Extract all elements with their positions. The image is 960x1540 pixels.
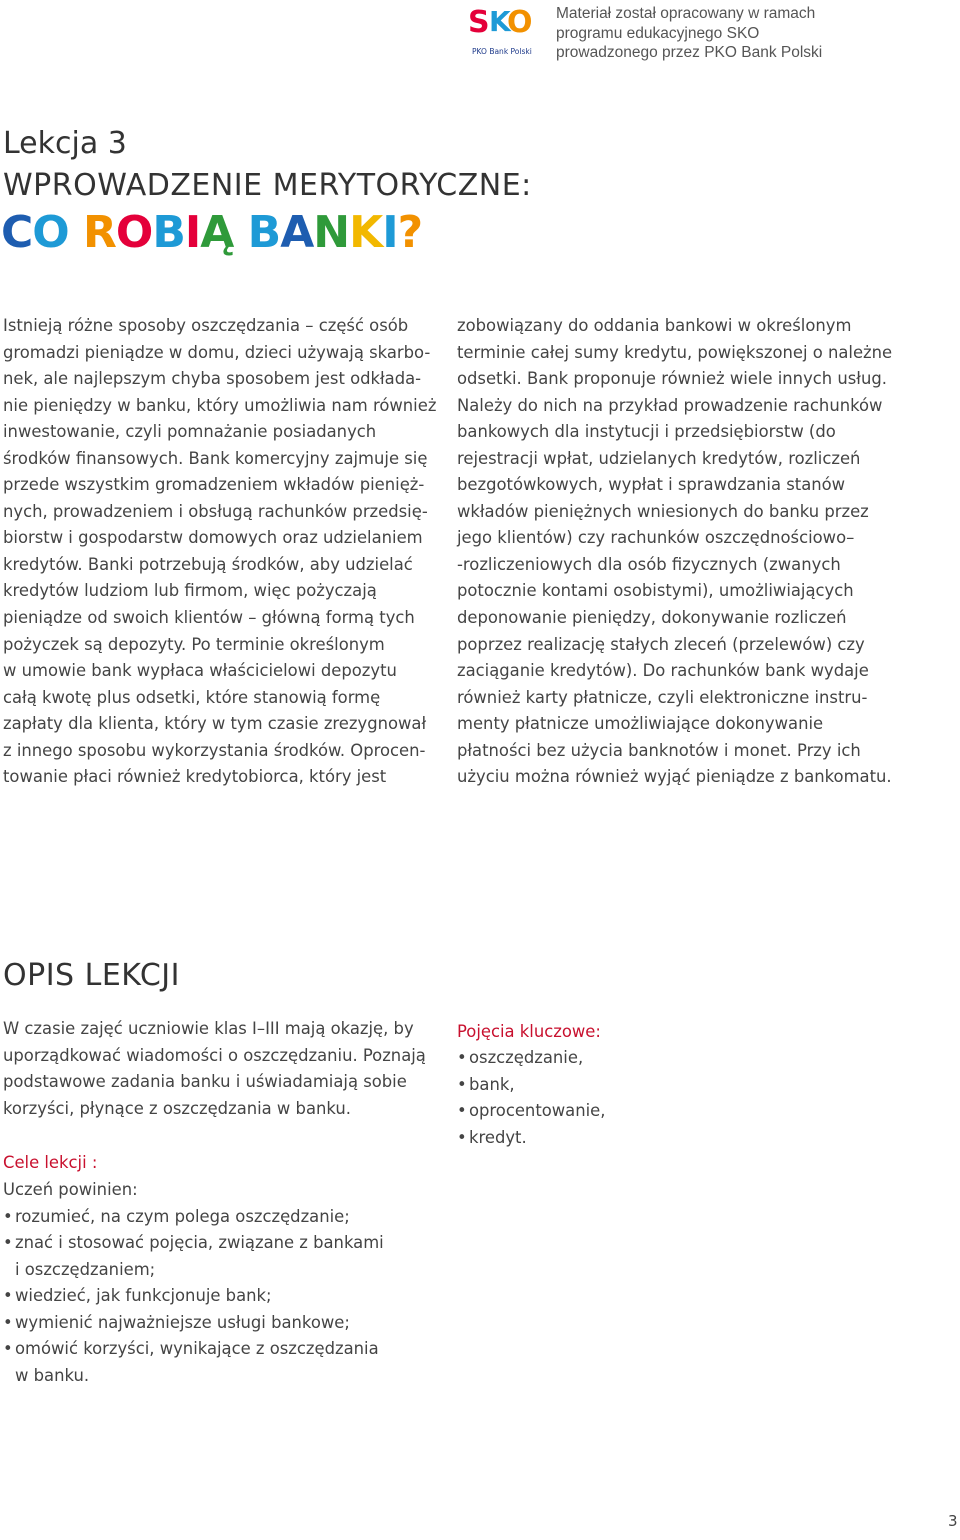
lesson-number: Lekcja 3 [3,126,127,161]
text-line: przede wszystkim gromadzeniem wkładów pienięż- [3,475,425,495]
program-note-line: Materiał został opracowany w ramach [556,5,816,22]
text-line: bezgotówkowych, wypłat i sprawdzania stanów [457,475,846,495]
text-line: bankowych dla instytucji i przedsiębiorstw (do [457,422,836,442]
heading-letter: A [280,207,314,258]
lesson-description [3,1016,443,1122]
text-line: nych, prowadzeniem i obsługą rachunków przedsię- [3,501,428,521]
keyword-text: oprocentowanie, [469,1101,606,1121]
bullet-icon: • [3,1206,13,1226]
heading-letter: B [152,207,185,258]
bullet-icon: • [3,1286,13,1306]
goals-list [3,1177,443,1389]
text-line: w umowie bank wypłaca właścicielowi depozytu [3,661,397,681]
heading-letter: I [382,207,398,258]
heading-letter: ? [397,207,423,258]
keyword-text: oszczędzanie, [469,1048,584,1067]
logo-letter-s: S [468,5,490,40]
goals-heading: Cele lekcji : [3,1153,98,1172]
heading-space [69,207,83,258]
bullet-icon: • [3,1312,13,1332]
colorful-heading [1,203,422,263]
text-line: zaciąganie kredytów). Do rachunków bank wydaje [457,661,869,681]
text-line: odsetki. Bank proponuje również wiele innych usług. [457,369,887,389]
text-line: kredytów. Banki potrzebują środków, aby udzielać [3,554,413,574]
text-line: podstawowe zadania banku i uświadamiają sobie [3,1072,407,1092]
heading-letter: K [349,207,383,258]
text-line: deponowanie pieniędzy, dokonywanie rozliczeń [457,608,847,628]
sko-logo [462,2,538,60]
text-line: -rozliczeniowych dla osób fizycznych (zwanych [457,554,841,574]
heading-space [233,207,247,258]
section-title: OPIS LEKCJI [3,958,180,993]
keyword-text: bank, [469,1074,515,1094]
bullet-icon: • [457,1048,467,1067]
text-line: jego klientów) czy rachunków oszczędnościowo– [457,528,855,548]
text-line: Należy do nich na przykład prowadzenie rachunków [457,395,883,415]
goal-text: omówić korzyści, wynikające z oszczędzania [15,1339,379,1359]
text-line: potocznie kontami osobistymi), umożliwiających [457,581,854,601]
text-line: rejestracji wpłat, udzielanych kredytów, rozliczeń [457,448,861,468]
text-line: towanie płaci również kredytobiorca, który jest [3,767,387,787]
text-line: zapłaty dla klienta, który w tym czasie zrezygnował [3,714,427,734]
text-line: menty płatnicze umożliwiające dokonywanie [457,714,824,734]
goal-item [3,1257,443,1284]
goal-text: znać i stosować pojęcia, związane z bankami [15,1233,384,1253]
logo-letter-k: K [489,5,511,38]
text-line: środków finansowych. Bank komercyjny zajmuje się [3,448,428,468]
text-line: całą kwotę plus odsetki, które stanowią formę [3,687,381,707]
text-line: wkładów pieniężnych wniesionych do banku przez [457,501,869,521]
heading-letter: N [313,207,350,258]
bullet-icon: • [3,1339,13,1359]
heading-letter: Ą [200,207,234,258]
keyword-text: kredyt. [469,1127,527,1147]
text-line: z innego sposobu wykorzystania środków. Oprocen- [3,740,426,760]
bullet-icon: • [3,1233,13,1253]
goal-item [3,1204,443,1231]
text-line: pożyczek są depozyty. Po terminie określonym [3,634,385,654]
text-line: poprzez realizację stałych zleceń (przelewów) czy [457,634,865,654]
goal-text: Uczeń powinien: [3,1180,138,1199]
text-line: płatności bez użycia banknotów i monet. Przy ich [457,740,861,760]
keywords-heading: Pojęcia kluczowe: [457,1022,601,1041]
intro-text-right [457,313,917,791]
goal-item [3,1283,443,1310]
text-line: nie pieniędzy w banku, który umożliwia nam również [3,395,437,415]
keywords-list [457,1045,757,1151]
sko-logo-graphic [462,2,538,60]
goal-text: wiedzieć, jak funkcjonuje bank; [15,1286,272,1306]
goal-item [3,1177,443,1204]
bullet-icon: • [457,1127,467,1147]
goal-item [3,1363,443,1390]
keyword-item [457,1072,757,1099]
program-note-line: prowadzonego przez PKO Bank Polski [556,44,823,61]
keyword-item [457,1125,757,1152]
goal-item [3,1336,443,1363]
text-line: nek, ale najlepszym chyba sposobem jest odkłada- [3,369,422,389]
text-line: użyciu można również wyjąć pieniądze z bankomatu. [457,767,892,787]
text-line: uporządkować wiadomości o oszczędzaniu. Poznają [3,1045,426,1065]
text-line: W czasie zajęć uczniowie klas I–III mają okazję, by [3,1019,414,1038]
goal-text: w banku. [15,1365,90,1385]
page-number: 3 [948,1512,958,1530]
heading-letter: I [184,207,201,258]
text-line: inwestowanie, czyli pomnażanie posiadanych [3,422,377,442]
goal-item [3,1230,443,1257]
goal-text: wymienić najważniejsze usługi bankowe; [15,1312,350,1332]
text-line: również karty płatnicze, czyli elektroniczne instru- [457,687,868,707]
heading-letter: O [115,207,153,258]
heading-letter: B [247,207,281,258]
goal-text: rozumieć, na czym polega oszczędzanie; [15,1206,350,1226]
intro-text-left [3,313,443,791]
heading-letter: R [83,207,116,258]
goal-item [3,1310,443,1337]
text-line: gromadzi pieniądze w domu, dzieci używają skarbo- [3,342,431,362]
program-note [556,4,936,63]
goal-text: i oszczędzaniem; [15,1259,156,1279]
keyword-item [457,1098,757,1125]
bullet-icon: • [457,1074,467,1094]
keyword-item [457,1045,757,1072]
heading-letter: C [1,207,33,258]
logo-subtitle: PKO Bank Polski [472,47,532,56]
text-line: biorstw i gospodarstw domowych oraz udzielaniem [3,528,423,548]
text-line: pieniądze od swoich klientów – główną formą tych [3,608,415,628]
program-note-line: programu edukacyjnego SKO [556,24,760,42]
lesson-title: WPROWADZENIE MERYTORYCZNE: [3,168,532,203]
bullet-icon: • [457,1101,467,1121]
text-line: zobowiązany do oddania bankowi w określonym [457,316,852,335]
heading-letter: O [32,207,69,258]
text-line: terminie całej sumy kredytu, powiększonej o należne [457,342,893,362]
text-line: korzyści, płynące z oszczędzania w banku. [3,1098,351,1118]
text-line: Istnieją różne sposoby oszczędzania – część osób [3,316,409,335]
text-line: kredytów ludziom lub firmom, więc pożyczają [3,581,377,601]
logo-letter-o: O [507,5,533,40]
